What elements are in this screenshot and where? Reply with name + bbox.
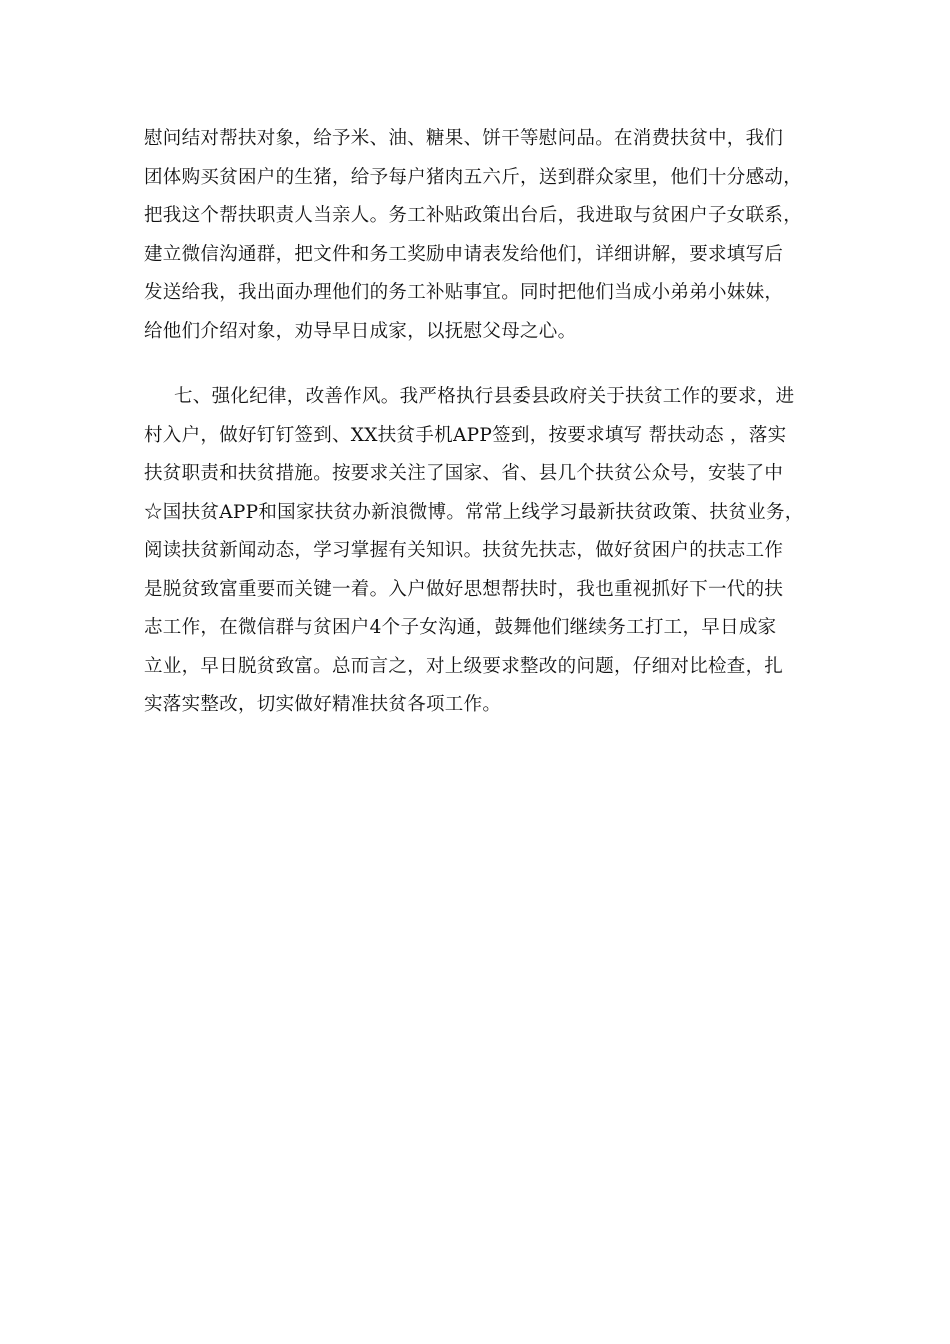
text-line: 是脱贫致富重要而关键一着。入户做好思想帮扶时，我也重视抓好下一代的扶 bbox=[144, 578, 784, 600]
text-line: 村入户，做好钉钉签到、XX扶贫手机APP签到，按要求填写 帮扶动态 ，落实 bbox=[144, 424, 787, 446]
text-line: 阅读扶贫新闻动态，学习掌握有关知识。扶贫先扶志，做好贫困户的扶志工作 bbox=[144, 540, 784, 561]
text-line: 把我这个帮扶职责人当亲人。务工补贴政策出台后，我进取与贫困户子女联系， bbox=[144, 205, 803, 226]
text-line: 实落实整改，切实做好精准扶贫各项工作。 bbox=[144, 694, 502, 715]
text-line: 扶贫职责和扶贫措施。按要求关注了国家、省、县几个扶贫公众号，安装了中 bbox=[144, 463, 784, 484]
text-line: 建立微信沟通群，把文件和务工奖励申请表发给他们，详细讲解，要求填写后 bbox=[144, 243, 784, 265]
text-line: 发送给我，我出面办理他们的务工补贴事宜。同时把他们当成小弟弟小妹妹， bbox=[144, 282, 784, 303]
text-line: ☆国扶贫APP和国家扶贫办新浪微博。常常上线学习最新扶贫政策、扶贫业务， bbox=[144, 501, 804, 523]
text-line: 慰问结对帮扶对象，给予米、油、糖果、饼干等慰问品。在消费扶贫中，我们 bbox=[144, 128, 784, 149]
text-line: 给他们介绍对象，劝导早日成家，以抚慰父母之心。 bbox=[144, 320, 577, 342]
text-line: 立业，早日脱贫致富。总而言之，对上级要求整改的问题，仔细对比检查，扎 bbox=[144, 655, 784, 677]
text-line: 团体购买贫困户的生猪，给予每户猪肉五六斤，送到群众家里，他们十分感动， bbox=[144, 166, 803, 188]
text-line: 七、强化纪律，改善作风。我严格执行县委县政府关于扶贫工作的要求，进 bbox=[174, 386, 795, 407]
paragraph-consumption-poverty-relief bbox=[144, 120, 814, 351]
paragraph-discipline-section-seven bbox=[144, 378, 814, 725]
text-line: 志工作，在微信群与贫困户4个子女沟通，鼓舞他们继续务工打工，早日成家 bbox=[144, 617, 777, 638]
